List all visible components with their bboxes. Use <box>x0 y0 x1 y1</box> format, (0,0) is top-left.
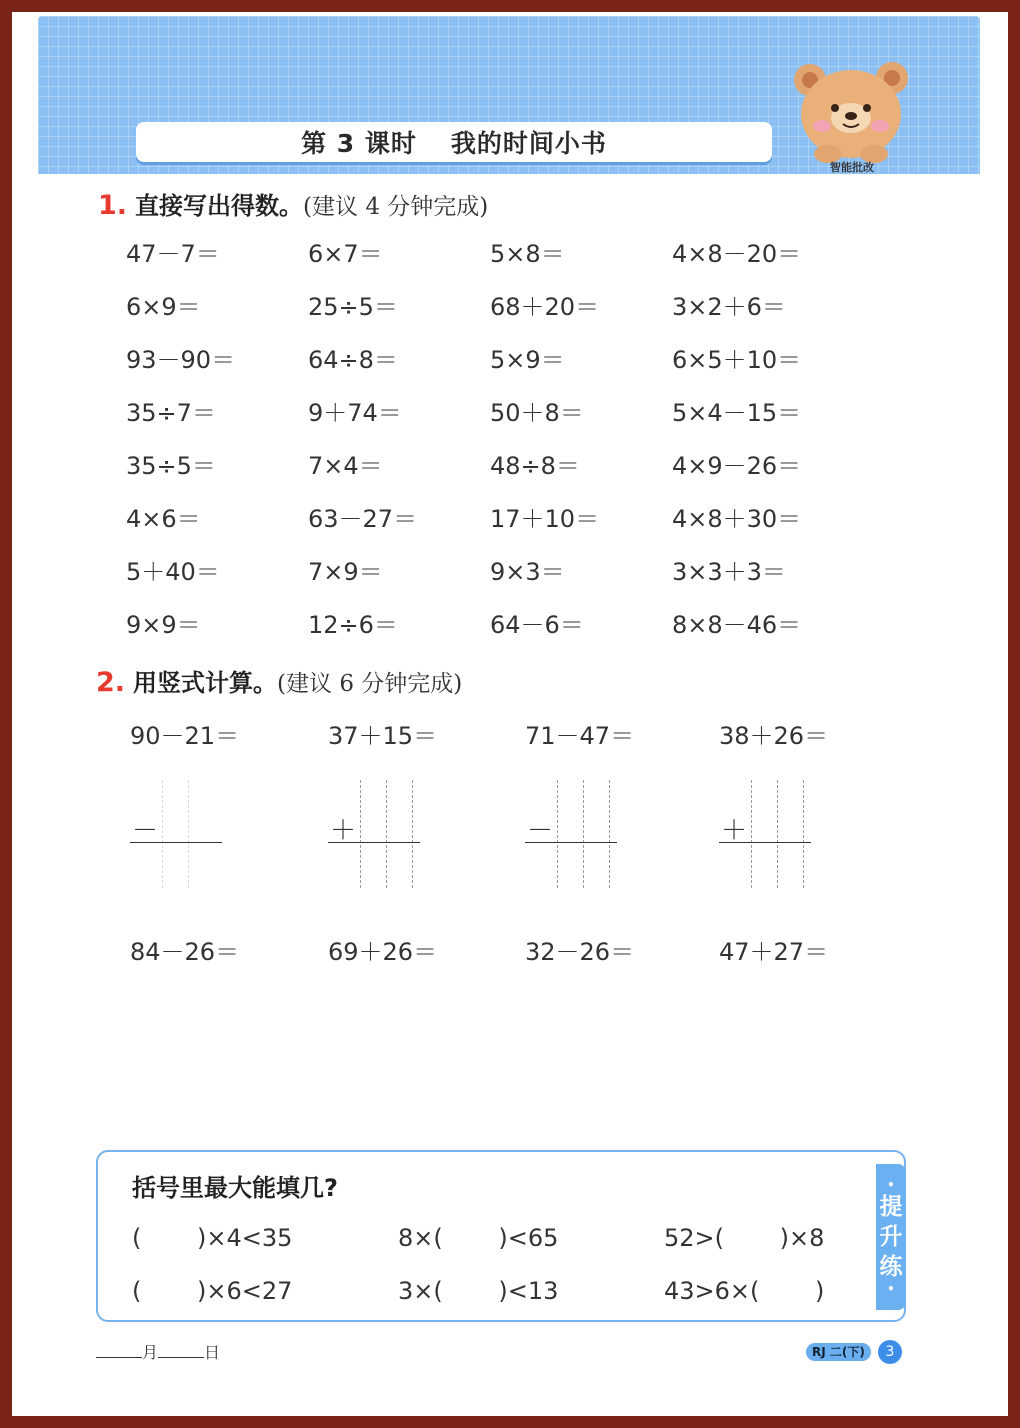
smart-grading-label: 智能批改 <box>830 161 874 174</box>
calc-item: 47－7＝ <box>126 240 220 268</box>
calc-item: 64－6＝ <box>490 611 584 639</box>
bonus-row-2 <box>132 1271 872 1306</box>
calc-item: 7×4＝ <box>308 452 383 480</box>
day-label: 日 <box>204 1343 221 1362</box>
calc-item: 4×9－26＝ <box>672 452 802 480</box>
section1-hint: (建议 4 分钟完成) <box>303 194 489 220</box>
calc-item: 4×8－20＝ <box>672 240 802 268</box>
minus-sign: － <box>527 816 554 846</box>
bonus-item: 52>( )×8 <box>664 1224 825 1252</box>
bear-mascot-icon <box>788 56 914 168</box>
vertical-calc-problem: 90－21＝ <box>130 722 240 750</box>
calc-item: 35÷7＝ <box>126 399 216 427</box>
calc-item: 48÷8＝ <box>490 452 580 480</box>
vertical-calc-problem: 69＋26＝ <box>328 938 438 966</box>
section1-number: 1. <box>98 190 128 221</box>
calc-item: 7×9＝ <box>308 558 383 586</box>
calc-item: 64÷8＝ <box>308 346 398 374</box>
section2-hint: (建议 6 分钟完成) <box>277 671 463 697</box>
bonus-row-1 <box>132 1218 872 1253</box>
header-band <box>38 16 980 174</box>
calc-item: 9×3＝ <box>490 558 565 586</box>
vertical-calc-problem: 47＋27＝ <box>719 938 829 966</box>
calc-item: 93－90＝ <box>126 346 236 374</box>
calc-item: 6×9＝ <box>126 293 201 321</box>
bonus-item: 8×( )<65 <box>398 1224 559 1252</box>
lesson-number: 第 3 课时 <box>301 129 417 158</box>
vertical-calc-frame <box>525 780 617 890</box>
vertical-calc-frame <box>719 780 811 890</box>
calc-item: 5×9＝ <box>490 346 565 374</box>
calc-item: 25÷5＝ <box>308 293 398 321</box>
vertical-calc-row-2 <box>130 932 870 967</box>
tab-char: 升 <box>879 1224 903 1250</box>
vertical-calc-row-1 <box>130 716 870 751</box>
vertical-calc-problem: 37＋15＝ <box>328 722 438 750</box>
calc-item: 6×7＝ <box>308 240 383 268</box>
bonus-title: 括号里最大能填几? <box>132 1174 338 1202</box>
calc-item: 5＋40＝ <box>126 558 220 586</box>
advanced-practice-tab: • 提 升 练 • <box>876 1164 906 1310</box>
vertical-calc-frame <box>328 780 420 890</box>
plus-sign: ＋ <box>330 816 357 846</box>
calc-item: 17＋10＝ <box>490 505 600 533</box>
section1-heading <box>98 186 488 221</box>
month-label: 月 <box>142 1343 159 1362</box>
bonus-item: ( )×4<35 <box>132 1224 293 1252</box>
vertical-calc-problem: 71－47＝ <box>525 722 635 750</box>
calc-item: 50＋8＝ <box>490 399 584 427</box>
calc-item: 68＋20＝ <box>490 293 600 321</box>
section2-heading <box>96 663 462 698</box>
calc-item: 9＋74＝ <box>308 399 402 427</box>
vertical-calc-problem: 38＋26＝ <box>719 722 829 750</box>
minus-sign: － <box>132 816 159 846</box>
calc-item: 12÷6＝ <box>308 611 398 639</box>
bonus-practice-box <box>96 1150 906 1322</box>
date-fill <box>96 1340 220 1363</box>
tab-char: 提 <box>879 1194 903 1220</box>
calc-item: 5×8＝ <box>490 240 565 268</box>
lesson-name: 我的时间小书 <box>450 129 607 158</box>
plus-sign: ＋ <box>721 816 748 846</box>
vertical-calc-frame <box>130 780 222 890</box>
calc-item: 5×4－15＝ <box>672 399 802 427</box>
calc-item: 4×8＋30＝ <box>672 505 802 533</box>
bonus-item: 43>6×( ) <box>664 1277 825 1305</box>
calc-item: 63－27＝ <box>308 505 418 533</box>
calc-item: 4×6＝ <box>126 505 201 533</box>
oral-calc-grid <box>126 234 866 658</box>
section2-title: 用竖式计算。 <box>133 669 278 697</box>
calc-item: 9×9＝ <box>126 611 201 639</box>
calc-item: 35÷5＝ <box>126 452 216 480</box>
edition-badge: RJ 二(下) <box>806 1343 871 1361</box>
tab-char: 练 <box>879 1254 903 1280</box>
calc-item: 3×3＋3＝ <box>672 558 786 586</box>
calc-item: 8×8－46＝ <box>672 611 802 639</box>
section1-title: 直接写出得数。 <box>135 192 304 220</box>
lesson-title <box>136 122 772 162</box>
page-number: 3 <box>878 1340 902 1364</box>
worksheet-page <box>12 12 1008 1416</box>
section2-number: 2. <box>96 667 126 698</box>
calc-item: 3×2＋6＝ <box>672 293 786 321</box>
vertical-calc-problem: 84－26＝ <box>130 938 240 966</box>
bonus-item: ( )×6<27 <box>132 1277 293 1305</box>
bonus-item: 3×( )<13 <box>398 1277 559 1305</box>
vertical-calc-problem: 32－26＝ <box>525 938 635 966</box>
calc-item: 6×5＋10＝ <box>672 346 802 374</box>
